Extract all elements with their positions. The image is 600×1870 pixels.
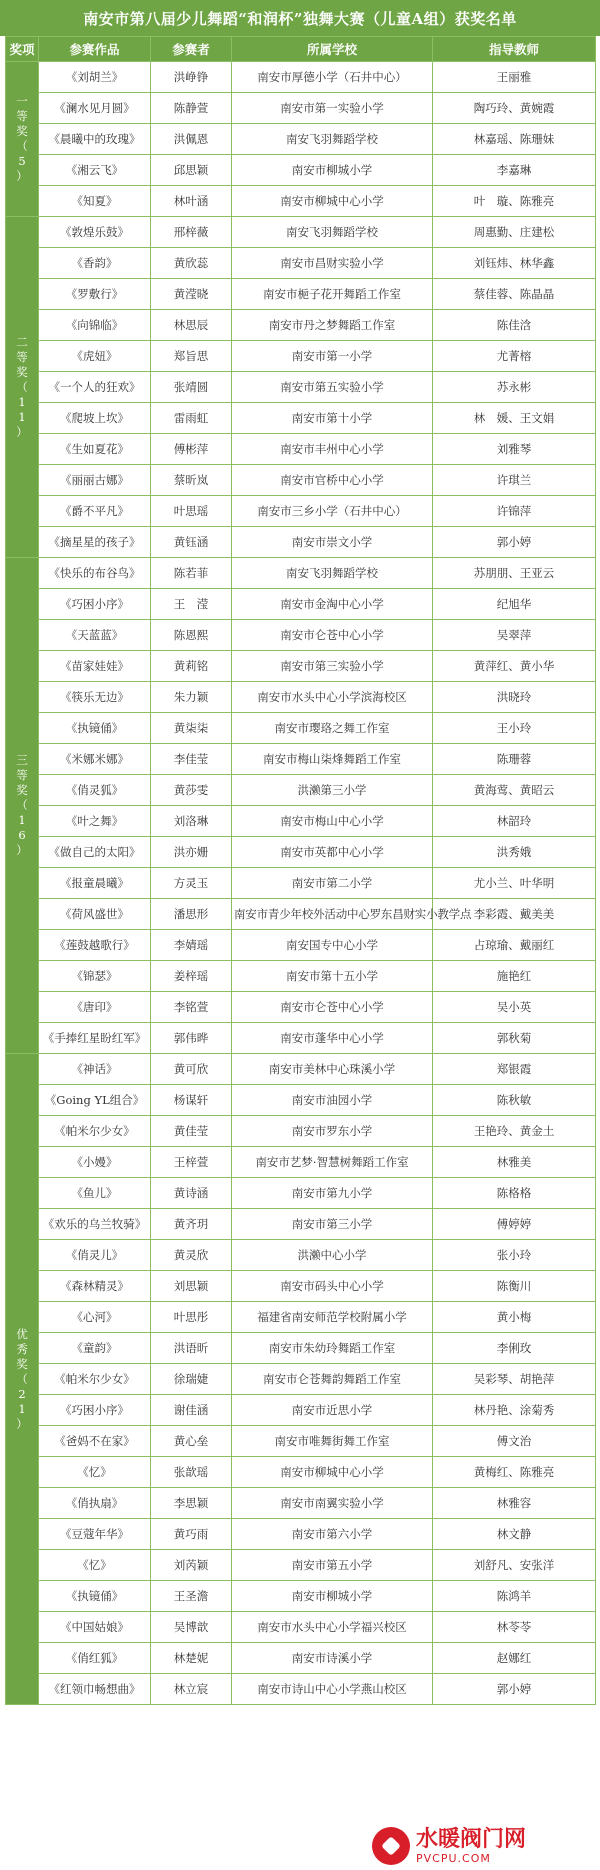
table-row	[6, 868, 596, 899]
teacher-cell: 陶巧玲、黄婉霞	[433, 93, 596, 124]
work-cell: 《神话》	[39, 1054, 151, 1085]
school-cell: 南安市第十小学	[232, 403, 433, 434]
teacher-cell: 陈秋敏	[433, 1085, 596, 1116]
teacher-cell: 苏永彬	[433, 372, 596, 403]
teacher-cell: 陈衡川	[433, 1271, 596, 1302]
work-cell: 《荷风盛世》	[39, 899, 151, 930]
work-cell: 《爵不平凡》	[39, 496, 151, 527]
school-cell: 南安市丹之梦舞蹈工作室	[232, 310, 433, 341]
work-cell: 《苗家娃娃》	[39, 651, 151, 682]
work-cell: 《澜水见月圆》	[39, 93, 151, 124]
participant-cell: 傅彬萍	[151, 434, 232, 465]
watermark-main-text: 水暖阀门网	[416, 1826, 527, 1852]
work-cell: 《俏灵狐》	[39, 775, 151, 806]
table-row	[6, 1209, 596, 1240]
table-row	[6, 558, 596, 589]
teacher-cell: 赵娜红	[433, 1643, 596, 1674]
teacher-cell: 王艳玲、黄金土	[433, 1116, 596, 1147]
work-cell: 《鱼儿》	[39, 1178, 151, 1209]
teacher-cell: 尤小兰、叶华明	[433, 868, 596, 899]
participant-cell: 王圣澹	[151, 1581, 232, 1612]
school-cell: 南安市昌财实验小学	[232, 248, 433, 279]
teacher-cell: 黄海莺、黄昭云	[433, 775, 596, 806]
school-cell: 南安市仑苍舞韵舞蹈工作室	[232, 1364, 433, 1395]
table-row	[6, 155, 596, 186]
school-cell: 南安市水头中心小学福兴校区	[232, 1612, 433, 1643]
school-cell: 南安国专中心小学	[232, 930, 433, 961]
school-cell: 南安市南翼实验小学	[232, 1488, 433, 1519]
participant-cell: 叶思瑶	[151, 496, 232, 527]
school-cell: 南安飞羽舞蹈学校	[232, 558, 433, 589]
participant-cell: 洪语昕	[151, 1333, 232, 1364]
participant-cell: 黄诗涵	[151, 1178, 232, 1209]
table-row	[6, 775, 596, 806]
table-row	[6, 279, 596, 310]
school-cell: 南安市唯舞街舞工作室	[232, 1426, 433, 1457]
header-award: 奖项	[6, 37, 39, 62]
participant-cell: 王 滢	[151, 589, 232, 620]
teacher-cell: 林雅美	[433, 1147, 596, 1178]
teacher-cell: 郑银霞	[433, 1054, 596, 1085]
teacher-cell: 陈鸿羊	[433, 1581, 596, 1612]
participant-cell: 黄钰涵	[151, 527, 232, 558]
page-title: 南安市第八届少儿舞蹈“和润杯”独舞大赛（儿童A组）获奖名单	[0, 0, 600, 36]
table-row	[6, 124, 596, 155]
school-cell: 南安市丰州中心小学	[232, 434, 433, 465]
participant-cell: 黄莉铭	[151, 651, 232, 682]
school-cell: 南安市诗山中心小学燕山校区	[232, 1674, 433, 1705]
table-row	[6, 589, 596, 620]
table-row	[6, 744, 596, 775]
participant-cell: 郭伟晔	[151, 1023, 232, 1054]
work-cell: 《摘星星的孩子》	[39, 527, 151, 558]
work-cell: 《快乐的布谷鸟》	[39, 558, 151, 589]
participant-cell: 陈恩熙	[151, 620, 232, 651]
school-cell: 南安市近思小学	[232, 1395, 433, 1426]
table-row	[6, 1271, 596, 1302]
table-row	[6, 217, 596, 248]
teacher-cell: 刘雅琴	[433, 434, 596, 465]
participant-cell: 吴博歆	[151, 1612, 232, 1643]
work-cell: 《晨曦中的玫瑰》	[39, 124, 151, 155]
teacher-cell: 李彩霞、戴美美	[433, 899, 596, 930]
teacher-cell: 李俐玫	[433, 1333, 596, 1364]
table-row	[6, 1364, 596, 1395]
teacher-cell: 郭秋菊	[433, 1023, 596, 1054]
work-cell: 《生如夏花》	[39, 434, 151, 465]
school-cell: 南安市仑苍中心小学	[232, 992, 433, 1023]
participant-cell: 林叶涵	[151, 186, 232, 217]
work-cell: 《刘胡兰》	[39, 62, 151, 93]
participant-cell: 刘芮颖	[151, 1550, 232, 1581]
work-cell: 《唐印》	[39, 992, 151, 1023]
teacher-cell: 黄小梅	[433, 1302, 596, 1333]
work-cell: 《森林精灵》	[39, 1271, 151, 1302]
participant-cell: 黄柒柒	[151, 713, 232, 744]
teacher-cell: 林嘉瑶、陈珊妹	[433, 124, 596, 155]
work-cell: 《帕米尔少女》	[39, 1364, 151, 1395]
teacher-cell: 许琪兰	[433, 465, 596, 496]
table-row	[6, 1488, 596, 1519]
participant-cell: 黄佳莹	[151, 1116, 232, 1147]
school-cell: 南安市柳城小学	[232, 155, 433, 186]
table-row	[6, 620, 596, 651]
work-cell: 《忆》	[39, 1457, 151, 1488]
award-group-label	[6, 217, 39, 558]
participant-cell: 杨谋轩	[151, 1085, 232, 1116]
award-group-vertical-text: 二 等 奖 （ 1 1 ）	[16, 334, 28, 439]
teacher-cell: 陈格格	[433, 1178, 596, 1209]
header-teacher: 指导教师	[433, 37, 596, 62]
table-row	[6, 930, 596, 961]
work-cell: 《Going YL组合》	[39, 1085, 151, 1116]
teacher-cell: 占琼瑜、戴丽红	[433, 930, 596, 961]
work-cell: 《俏执扇》	[39, 1488, 151, 1519]
school-cell: 南安市第二小学	[232, 868, 433, 899]
school-cell: 南安市蓬华中心小学	[232, 1023, 433, 1054]
award-group-vertical-text: 优 秀 奖 （ 2 1 ）	[16, 1326, 28, 1431]
school-cell: 南安市水头中心小学滨海校区	[232, 682, 433, 713]
teacher-cell: 林文静	[433, 1519, 596, 1550]
table-row	[6, 1426, 596, 1457]
participant-cell: 李铭萱	[151, 992, 232, 1023]
table-row	[6, 341, 596, 372]
participant-cell: 林立宸	[151, 1674, 232, 1705]
table-row	[6, 1333, 596, 1364]
school-cell: 南安市第六小学	[232, 1519, 433, 1550]
work-cell: 《执镜俑》	[39, 713, 151, 744]
school-cell: 南安市第十五小学	[232, 961, 433, 992]
participant-cell: 谢佳涵	[151, 1395, 232, 1426]
participant-cell: 黄滢晓	[151, 279, 232, 310]
award-group-label	[6, 558, 39, 1054]
header-work: 参赛作品	[39, 37, 151, 62]
school-cell: 南安市诗溪小学	[232, 1643, 433, 1674]
work-cell: 《香韵》	[39, 248, 151, 279]
teacher-cell: 许锦萍	[433, 496, 596, 527]
table-row	[6, 1116, 596, 1147]
participant-cell: 黄可欣	[151, 1054, 232, 1085]
work-cell: 《罗敷行》	[39, 279, 151, 310]
school-cell: 南安市柳城小学	[232, 1581, 433, 1612]
school-cell: 南安市金淘中心小学	[232, 589, 433, 620]
teacher-cell: 吴翠萍	[433, 620, 596, 651]
participant-cell: 黄齐玥	[151, 1209, 232, 1240]
participant-cell: 李佳莹	[151, 744, 232, 775]
table-row	[6, 1302, 596, 1333]
school-cell: 南安市三乡小学（石井中心）	[232, 496, 433, 527]
participant-cell: 黄灵欣	[151, 1240, 232, 1271]
table-row	[6, 1674, 596, 1705]
work-cell: 《俏红狐》	[39, 1643, 151, 1674]
table-row	[6, 1178, 596, 1209]
work-cell: 《知夏》	[39, 186, 151, 217]
teacher-cell: 陈珊蓉	[433, 744, 596, 775]
work-cell: 《豆蔻年华》	[39, 1519, 151, 1550]
work-cell: 《筷乐无边》	[39, 682, 151, 713]
work-cell: 《向锦临》	[39, 310, 151, 341]
table-row	[6, 186, 596, 217]
school-cell: 南安飞羽舞蹈学校	[232, 217, 433, 248]
school-cell: 南安市第一实验小学	[232, 93, 433, 124]
table-row	[6, 434, 596, 465]
work-cell: 《叶之舞》	[39, 806, 151, 837]
table-row	[6, 651, 596, 682]
participant-cell: 刘洛琳	[151, 806, 232, 837]
participant-cell: 黄巧雨	[151, 1519, 232, 1550]
watermark-sub-text: PVCPU.COM	[416, 1851, 491, 1865]
table-row	[6, 403, 596, 434]
teacher-cell: 刘舒凡、安张洋	[433, 1550, 596, 1581]
work-cell: 《天蓝蓝》	[39, 620, 151, 651]
teacher-cell: 黄梅红、陈雅亮	[433, 1457, 596, 1488]
work-cell: 《欢乐的乌兰牧骑》	[39, 1209, 151, 1240]
school-cell: 南安市仑苍中心小学	[232, 620, 433, 651]
school-cell: 南安市罗东小学	[232, 1116, 433, 1147]
teacher-cell: 洪秀娥	[433, 837, 596, 868]
table-row	[6, 806, 596, 837]
work-cell: 《虎妞》	[39, 341, 151, 372]
participant-cell: 李思颖	[151, 1488, 232, 1519]
table-row	[6, 527, 596, 558]
table-row	[6, 248, 596, 279]
table-row	[6, 1457, 596, 1488]
table-row	[6, 1023, 596, 1054]
school-cell: 南安飞羽舞蹈学校	[232, 124, 433, 155]
work-cell: 《锦瑟》	[39, 961, 151, 992]
award-group-label	[6, 1054, 39, 1705]
teacher-cell: 林苓苓	[433, 1612, 596, 1643]
work-cell: 《小嫚》	[39, 1147, 151, 1178]
school-cell: 南安市艺梦·智慧树舞蹈工作室	[232, 1147, 433, 1178]
award-group-label	[6, 62, 39, 217]
participant-cell: 刘思颖	[151, 1271, 232, 1302]
table-row	[6, 1550, 596, 1581]
table-row	[6, 496, 596, 527]
teacher-cell: 叶 璇、陈雅亮	[433, 186, 596, 217]
table-row	[6, 1519, 596, 1550]
participant-cell: 郑旨思	[151, 341, 232, 372]
school-cell: 南安市璎珞之舞工作室	[232, 713, 433, 744]
header-school: 所属学校	[232, 37, 433, 62]
school-cell: 南安市第九小学	[232, 1178, 433, 1209]
teacher-cell: 傅文治	[433, 1426, 596, 1457]
participant-cell: 朱力颖	[151, 682, 232, 713]
school-cell: 南安市梅山柒烽舞蹈工作室	[232, 744, 433, 775]
participant-cell: 邢梓薇	[151, 217, 232, 248]
table-row	[6, 713, 596, 744]
school-cell: 南安市青少年校外活动中心罗东昌财实小教学点	[232, 899, 433, 930]
participant-cell: 林思辰	[151, 310, 232, 341]
participant-cell: 黄莎雯	[151, 775, 232, 806]
participant-cell: 陈若菲	[151, 558, 232, 589]
participant-cell: 姜梓瑶	[151, 961, 232, 992]
teacher-cell: 纪旭华	[433, 589, 596, 620]
work-cell: 《丽丽古娜》	[39, 465, 151, 496]
header-participant: 参赛者	[151, 37, 232, 62]
work-cell: 《一个人的狂欢》	[39, 372, 151, 403]
work-cell: 《做自己的太阳》	[39, 837, 151, 868]
participant-cell: 张歆瑶	[151, 1457, 232, 1488]
work-cell: 《米娜米娜》	[39, 744, 151, 775]
participant-cell: 方灵玉	[151, 868, 232, 899]
award-group-vertical-text: 三 等 奖 （ 1 6 ）	[16, 753, 28, 857]
school-cell: 福建省南安师范学校附属小学	[232, 1302, 433, 1333]
table-row	[6, 837, 596, 868]
teacher-cell: 尤菁榕	[433, 341, 596, 372]
table-row	[6, 62, 596, 93]
table-row	[6, 992, 596, 1023]
teacher-cell: 周惠勤、庄建松	[433, 217, 596, 248]
teacher-cell: 吴小英	[433, 992, 596, 1023]
table-row	[6, 1240, 596, 1271]
teacher-cell: 黄萍红、黄小华	[433, 651, 596, 682]
school-cell: 南安市柳城中心小学	[232, 186, 433, 217]
work-cell: 《爸妈不在家》	[39, 1426, 151, 1457]
work-cell: 《巧困小序》	[39, 1395, 151, 1426]
table-row	[6, 1643, 596, 1674]
participant-cell: 邱思颖	[151, 155, 232, 186]
participant-cell: 潘思形	[151, 899, 232, 930]
work-cell: 《中国姑娘》	[39, 1612, 151, 1643]
table-row	[6, 682, 596, 713]
work-cell: 《莲鼓越歌行》	[39, 930, 151, 961]
school-cell: 南安市柳城中心小学	[232, 1457, 433, 1488]
table-row	[6, 1054, 596, 1085]
work-cell: 《手捧红星盼红军》	[39, 1023, 151, 1054]
school-cell: 南安市梅山中心小学	[232, 806, 433, 837]
table-row	[6, 961, 596, 992]
teacher-cell: 吴彩琴、胡艳萍	[433, 1364, 596, 1395]
teacher-cell: 陈佳浛	[433, 310, 596, 341]
teacher-cell: 林 媛、王文娟	[433, 403, 596, 434]
school-cell: 南安市美林中心珠溪小学	[232, 1054, 433, 1085]
teacher-cell: 林韶玲	[433, 806, 596, 837]
school-cell: 南安市第五小学	[232, 1550, 433, 1581]
teacher-cell: 洪晓玲	[433, 682, 596, 713]
participant-cell: 黄欣蕊	[151, 248, 232, 279]
work-cell: 《爬坡上坎》	[39, 403, 151, 434]
school-cell: 南安市崇文小学	[232, 527, 433, 558]
awards-table	[5, 36, 596, 1705]
school-cell: 南安市朱幼玲舞蹈工作室	[232, 1333, 433, 1364]
teacher-cell: 施艳红	[433, 961, 596, 992]
school-cell: 洪濑第三小学	[232, 775, 433, 806]
work-cell: 《敦煌乐鼓》	[39, 217, 151, 248]
awards-table-body	[6, 62, 596, 1705]
table-row	[6, 1612, 596, 1643]
table-header-row	[6, 37, 596, 62]
participant-cell: 叶思彤	[151, 1302, 232, 1333]
teacher-cell: 王小玲	[433, 713, 596, 744]
work-cell: 《报童晨曦》	[39, 868, 151, 899]
participant-cell: 洪亦姗	[151, 837, 232, 868]
table-row	[6, 899, 596, 930]
school-cell: 南安市第一小学	[232, 341, 433, 372]
participant-cell: 雷雨虹	[151, 403, 232, 434]
teacher-cell: 蔡佳蓉、陈晶晶	[433, 279, 596, 310]
work-cell: 《执镜俑》	[39, 1581, 151, 1612]
participant-cell: 蔡昕岚	[151, 465, 232, 496]
teacher-cell: 刘钰炜、林华鑫	[433, 248, 596, 279]
teacher-cell: 张小玲	[433, 1240, 596, 1271]
work-cell: 《巧困小序》	[39, 589, 151, 620]
participant-cell: 林楚妮	[151, 1643, 232, 1674]
work-cell: 《红领巾畅想曲》	[39, 1674, 151, 1705]
participant-cell: 黄心垒	[151, 1426, 232, 1457]
watermark	[372, 1824, 598, 1868]
award-group-vertical-text: 一 等 奖 （ 5 ）	[16, 94, 28, 183]
teacher-cell: 林雅容	[433, 1488, 596, 1519]
teacher-cell: 傅婷婷	[433, 1209, 596, 1240]
work-cell: 《俏灵儿》	[39, 1240, 151, 1271]
teacher-cell: 李嘉琳	[433, 155, 596, 186]
teacher-cell: 郭小婷	[433, 527, 596, 558]
table-row	[6, 310, 596, 341]
work-cell: 《帕米尔少女》	[39, 1116, 151, 1147]
participant-cell: 张靖圆	[151, 372, 232, 403]
table-row	[6, 93, 596, 124]
school-cell: 南安市梔子花开舞蹈工作室	[232, 279, 433, 310]
work-cell: 《童韵》	[39, 1333, 151, 1364]
work-cell: 《忆》	[39, 1550, 151, 1581]
participant-cell: 李婧瑶	[151, 930, 232, 961]
table-row	[6, 372, 596, 403]
teacher-cell: 王丽雅	[433, 62, 596, 93]
school-cell: 南安市码头中心小学	[232, 1271, 433, 1302]
school-cell: 南安市第三实验小学	[232, 651, 433, 682]
participant-cell: 洪佩恩	[151, 124, 232, 155]
table-row	[6, 465, 596, 496]
table-row	[6, 1581, 596, 1612]
watermark-logo-icon	[372, 1827, 410, 1865]
table-row	[6, 1147, 596, 1178]
table-row	[6, 1085, 596, 1116]
teacher-cell: 郭小婷	[433, 1674, 596, 1705]
school-cell: 南安市厚德小学（石井中心）	[232, 62, 433, 93]
school-cell: 南安市官桥中心小学	[232, 465, 433, 496]
school-cell: 南安市油园小学	[232, 1085, 433, 1116]
school-cell: 南安市第五实验小学	[232, 372, 433, 403]
school-cell: 洪濑中心小学	[232, 1240, 433, 1271]
school-cell: 南安市第三小学	[232, 1209, 433, 1240]
participant-cell: 徐瑞婕	[151, 1364, 232, 1395]
table-row	[6, 1395, 596, 1426]
work-cell: 《心河》	[39, 1302, 151, 1333]
teacher-cell: 林丹艳、涂菊秀	[433, 1395, 596, 1426]
school-cell: 南安市英都中心小学	[232, 837, 433, 868]
participant-cell: 王梓萱	[151, 1147, 232, 1178]
participant-cell: 陈静萱	[151, 93, 232, 124]
work-cell: 《湘云飞》	[39, 155, 151, 186]
teacher-cell: 苏朋朋、王亚云	[433, 558, 596, 589]
participant-cell: 洪峥铮	[151, 62, 232, 93]
